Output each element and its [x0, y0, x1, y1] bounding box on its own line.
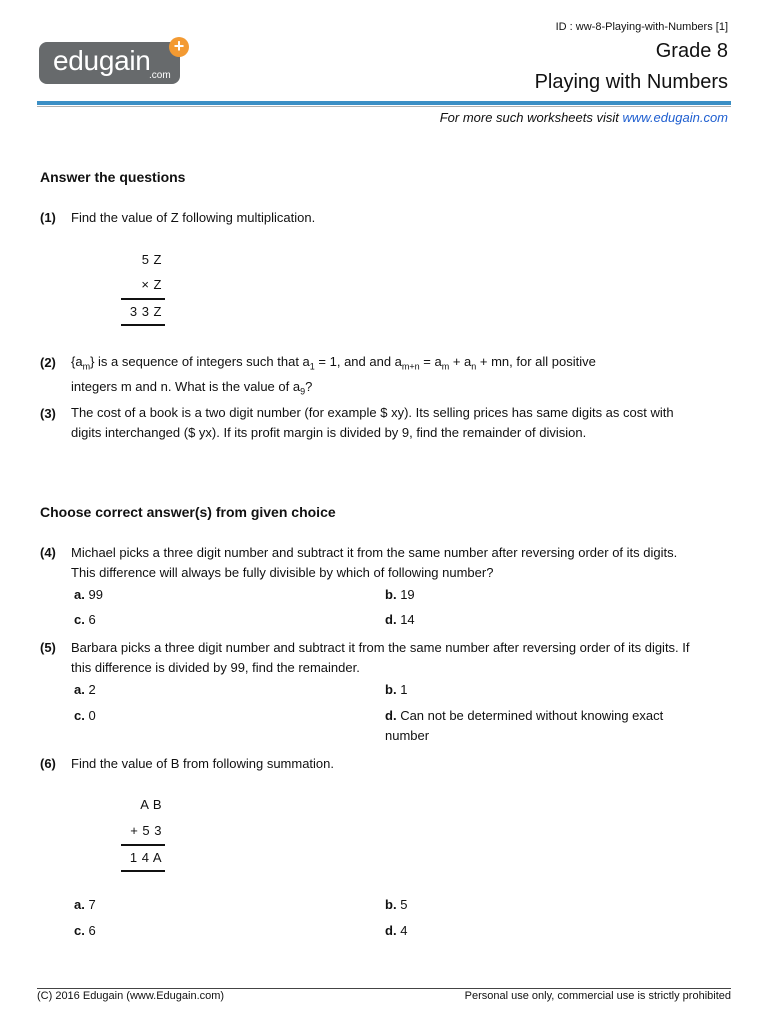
question-number: (1) — [40, 210, 56, 225]
calc-row: × Z — [141, 277, 162, 292]
question-number: (6) — [40, 756, 56, 771]
document-id: ID : ww-8-Playing-with-Numbers [1] — [555, 21, 728, 33]
header-divider — [37, 101, 731, 105]
option-b[interactable]: b. 5 — [385, 897, 408, 912]
topic-title: Playing with Numbers — [534, 71, 728, 93]
calc-row: 5 Z — [141, 252, 162, 267]
edugain-link[interactable]: www.edugain.com — [622, 110, 728, 125]
calc-row: 3 3 Z — [129, 304, 162, 319]
question-number: (4) — [40, 545, 56, 560]
question-number: (3) — [40, 406, 56, 421]
question-number: (2) — [40, 355, 56, 370]
calc-divider — [121, 844, 165, 846]
option-b[interactable]: b. 19 — [385, 587, 415, 602]
question-text: Michael picks a three digit number and subtract it from the same number after reversing order of its digits. This difference will always be fully divisible by which of following number? — [71, 545, 678, 580]
question-text: Find the value of Z following multiplication. — [71, 210, 316, 225]
option-a[interactable]: a. 7 — [74, 897, 96, 912]
calc-divider — [121, 298, 165, 300]
visit-prefix: For more such worksheets visit — [439, 110, 623, 125]
calc-row: A B — [140, 797, 162, 812]
plus-icon: + — [169, 37, 189, 57]
option-b[interactable]: b. 1 — [385, 682, 408, 697]
section-title-choose: Choose correct answer(s) from given choice — [40, 504, 336, 520]
calc-row: 1 4 A — [129, 850, 162, 865]
option-d[interactable]: d. 14 — [385, 612, 415, 627]
calc-row: + 5 3 — [130, 823, 162, 838]
option-c[interactable]: c. 6 — [74, 612, 96, 627]
question-number: (5) — [40, 640, 56, 655]
question-text: Find the value of B from following summation. — [71, 756, 335, 771]
calc-divider — [121, 324, 165, 326]
section-title-answer: Answer the questions — [40, 169, 186, 185]
option-c[interactable]: c. 0 — [74, 708, 96, 723]
logo-text: edugain — [53, 45, 151, 76]
visit-note — [440, 110, 728, 125]
grade-title: Grade 8 — [655, 40, 728, 62]
edugain-logo — [39, 36, 185, 84]
option-a[interactable]: a. 99 — [74, 587, 103, 602]
header-divider-thin — [37, 106, 731, 107]
footer-notice: Personal use only, commercial use is strictly prohibited — [464, 990, 731, 1002]
footer-copyright: (C) 2016 Edugain (www.Edugain.com) — [37, 990, 225, 1002]
calc-divider — [121, 870, 165, 872]
option-a[interactable]: a. 2 — [74, 682, 96, 697]
option-d[interactable]: d. 4 — [385, 923, 408, 938]
option-c[interactable]: c. 6 — [74, 923, 96, 938]
option-d[interactable]: d. Can not be determined without knowing exact number — [385, 708, 664, 743]
question-text: Barbara picks a three digit number and subtract it from the same number after reversing order of its digits. If this difference is divided by 99, find the remainder. — [71, 640, 690, 675]
footer-divider — [37, 988, 731, 989]
question-text: The cost of a book is a two digit number (for example $ xy). Its selling prices has same digits as cost with digits interchanged ($ yx). If its profit margin is divided by 9, find the remainder of division. — [71, 405, 674, 440]
question-text: $\{a_m\}$ is a sequence of integers such that $a_1 = 1$, and and $a_{m+n} = a_m + a_n$ + mn, for all positive integers m and n. What is the value of $a_9$? — [71, 354, 596, 397]
logo-subtext: .com — [149, 70, 171, 81]
